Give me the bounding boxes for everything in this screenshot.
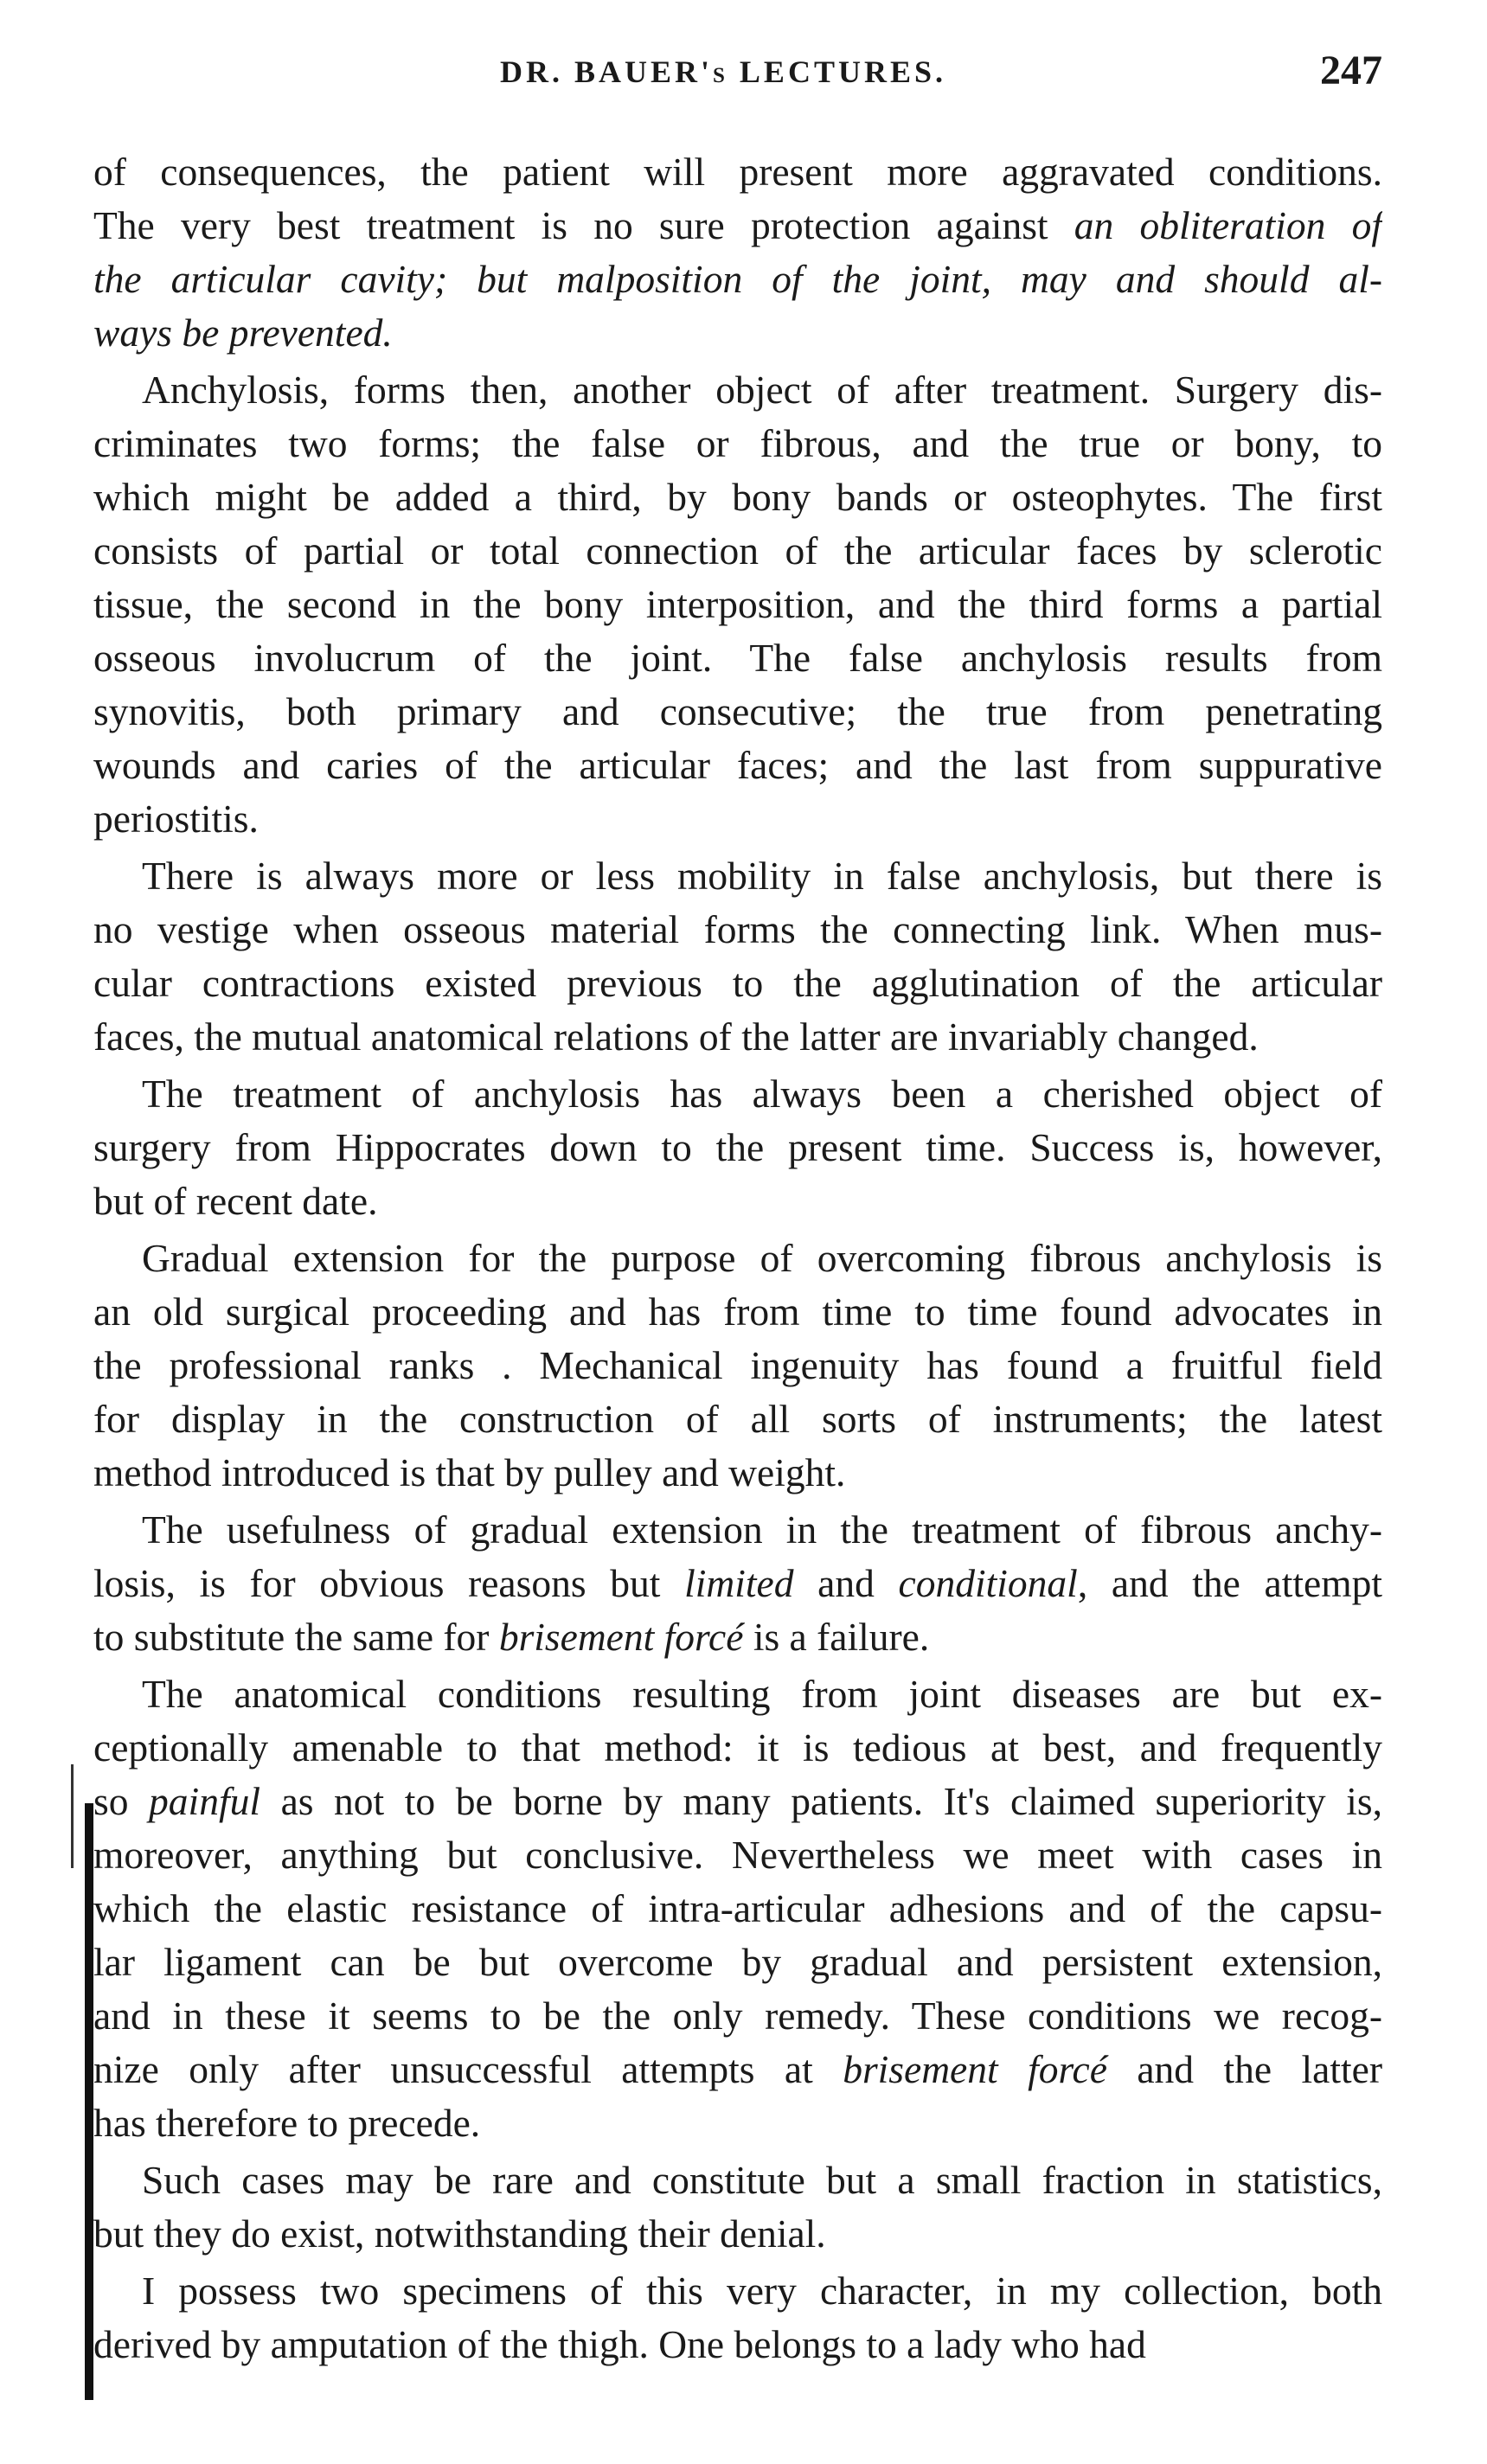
text-run: is a failure.: [743, 1615, 930, 1659]
body-text: [93, 145, 1382, 2375]
paragraph: [93, 1503, 1382, 1664]
text-line: [93, 2207, 1382, 2261]
text-line: [93, 1721, 1382, 1775]
text-run: ceptionally amenable to that method: it is tedious at best, and frequently: [93, 1725, 1382, 1770]
text-run: Such cases may be rare and constitute but a small fraction in statistics,: [142, 2158, 1382, 2202]
text-line: [93, 1121, 1382, 1174]
text-line: [93, 1610, 1382, 1664]
text-run: The usefulness of gradual extension in the treatment of fibrous anchy-: [142, 1507, 1382, 1552]
italic-text-run: painful: [149, 1779, 260, 1823]
text-line: [93, 849, 1382, 903]
text-run: no vestige when osseous material forms the connecting link. When mus-: [93, 907, 1382, 951]
text-run: for display in the construction of all sorts of instruments; the latest: [93, 1397, 1382, 1441]
text-run: has therefore to precede.: [93, 2101, 481, 2145]
text-run: The treatment of anchylosis has always been a cherished object of: [142, 1072, 1382, 1116]
text-run: and in these it seems to be the only remedy. These conditions we recog-: [93, 1994, 1382, 2038]
text-line: [93, 145, 1382, 199]
text-line: [93, 1557, 1382, 1610]
text-line: [93, 739, 1382, 792]
text-line: [93, 2264, 1382, 2318]
text-line: [93, 1067, 1382, 1121]
text-line: [93, 685, 1382, 739]
paragraph-gap: [93, 2371, 1382, 2375]
text-line: [93, 1392, 1382, 1446]
text-run: Anchylosis, forms then, another object of after treatment. Surgery dis-: [142, 368, 1382, 412]
text-run: and the latter: [1106, 2047, 1382, 2091]
text-run: lar ligament can be but overcome by gradual and persistent extension,: [93, 1940, 1382, 1984]
text-run: but they do exist, notwithstanding their denial.: [93, 2211, 826, 2256]
text-line: [93, 1174, 1382, 1228]
paragraph: [93, 2154, 1382, 2261]
paragraph: [93, 2264, 1382, 2371]
text-line: [93, 253, 1382, 306]
paragraph: [93, 1067, 1382, 1228]
text-line: [93, 306, 1382, 360]
paragraph: [93, 1667, 1382, 2150]
italic-text-run: the articular cavity; but malposition of the joint, may and should al-: [93, 257, 1382, 301]
text-line: [93, 1285, 1382, 1339]
text-run: synovitis, both primary and consecutive; the true from penetrating: [93, 689, 1382, 733]
text-run: so: [93, 1779, 150, 1823]
text-run: an old surgical proceeding and has from time to time found advocates in: [93, 1290, 1382, 1334]
text-line: [93, 1775, 1382, 1828]
text-run: consists of partial or total connection of the articular faces by sclerotic: [93, 528, 1382, 573]
text-run: tissue, the second in the bony interposition, and the third forms a partial: [93, 582, 1382, 626]
text-line: [93, 1989, 1382, 2043]
italic-text-run: ways be prevented.: [93, 310, 393, 355]
margin-marking-thin: [71, 1764, 74, 1868]
text-line: [93, 2096, 1382, 2150]
paragraph: [93, 145, 1382, 360]
text-line: [93, 1339, 1382, 1392]
text-run: periostitis.: [93, 797, 259, 841]
text-line: [93, 2043, 1382, 2096]
text-line: [93, 1882, 1382, 1936]
text-run: Gradual extension for the purpose of overcoming fibrous anchylosis is: [142, 1236, 1382, 1280]
text-line: [93, 1936, 1382, 1989]
italic-text-run: brisement forcé: [843, 2047, 1107, 2091]
text-line: [93, 1010, 1382, 1064]
text-line: [93, 1828, 1382, 1882]
margin-marking: [85, 1803, 93, 2400]
text-run: faces, the mutual anatomical relations of the latter are invariably changed.: [93, 1014, 1259, 1059]
text-line: [93, 631, 1382, 685]
text-line: [93, 792, 1382, 846]
text-run: but of recent date.: [93, 1179, 378, 1223]
text-run: of consequences, the patient will present more aggravated conditions.: [93, 150, 1382, 194]
text-run: which the elastic resistance of intra-articular adhesions and of the capsu-: [93, 1886, 1382, 1930]
text-run: , and the attempt: [1077, 1561, 1382, 1605]
paragraph: [93, 849, 1382, 1064]
text-run: moreover, anything but conclusive. Nevertheless we meet with cases in: [93, 1833, 1382, 1877]
italic-text-run: limited: [684, 1561, 794, 1605]
text-run: cular contractions existed previous to the agglutination of the articular: [93, 961, 1382, 1005]
text-line: [93, 1503, 1382, 1557]
text-run: losis, is for obvious reasons but: [93, 1561, 685, 1605]
text-line: [93, 1232, 1382, 1285]
text-line: [93, 1446, 1382, 1500]
text-run: the professional ranks . Mechanical ingenuity has found a fruitful field: [93, 1343, 1382, 1387]
text-line: [93, 363, 1382, 417]
page-number: 247: [1320, 48, 1382, 93]
text-run: surgery from Hippocrates down to the present time. Success is, however,: [93, 1125, 1382, 1169]
text-run: osseous involucrum of the joint. The false anchylosis results from: [93, 636, 1382, 680]
text-run: and: [793, 1561, 899, 1605]
text-run: method introduced is that by pulley and weight.: [93, 1450, 846, 1494]
text-line: [93, 1667, 1382, 1721]
text-line: [93, 199, 1382, 253]
text-run: to substitute the same for: [93, 1615, 499, 1659]
text-line: [93, 417, 1382, 470]
text-run: criminates two forms; the false or fibrous, and the true or bony, to: [93, 421, 1382, 465]
text-line: [93, 524, 1382, 578]
text-run: as not to be borne by many patients. It's claimed superiority is,: [260, 1779, 1382, 1823]
paragraph: [93, 363, 1382, 846]
text-run: wounds and caries of the articular faces; and the last from suppurative: [93, 743, 1382, 787]
text-run: which might be added a third, by bony bands or osteophytes. The first: [93, 475, 1382, 519]
running-title: DR. BAUER's LECTURES.: [500, 54, 946, 89]
text-run: There is always more or less mobility in false anchylosis, but there is: [142, 854, 1382, 898]
text-line: [93, 2154, 1382, 2207]
text-run: derived by amputation of the thigh. One belongs to a lady who had: [93, 2322, 1146, 2366]
italic-text-run: conditional: [898, 1561, 1078, 1605]
italic-text-run: an obliteration of: [1074, 203, 1382, 247]
italic-text-run: brisement forcé: [498, 1615, 744, 1659]
running-head: [93, 48, 1382, 106]
text-line: [93, 2318, 1382, 2371]
text-line: [93, 578, 1382, 631]
text-line: [93, 957, 1382, 1010]
text-run: The very best treatment is no sure protection against: [93, 203, 1074, 247]
text-line: [93, 903, 1382, 957]
text-run: The anatomical conditions resulting from joint diseases are but ex-: [142, 1672, 1382, 1716]
text-run: nize only after unsuccessful attempts at: [93, 2047, 843, 2091]
paragraph: [93, 1232, 1382, 1500]
text-line: [93, 470, 1382, 524]
text-run: I possess two specimens of this very character, in my collection, both: [142, 2269, 1382, 2313]
